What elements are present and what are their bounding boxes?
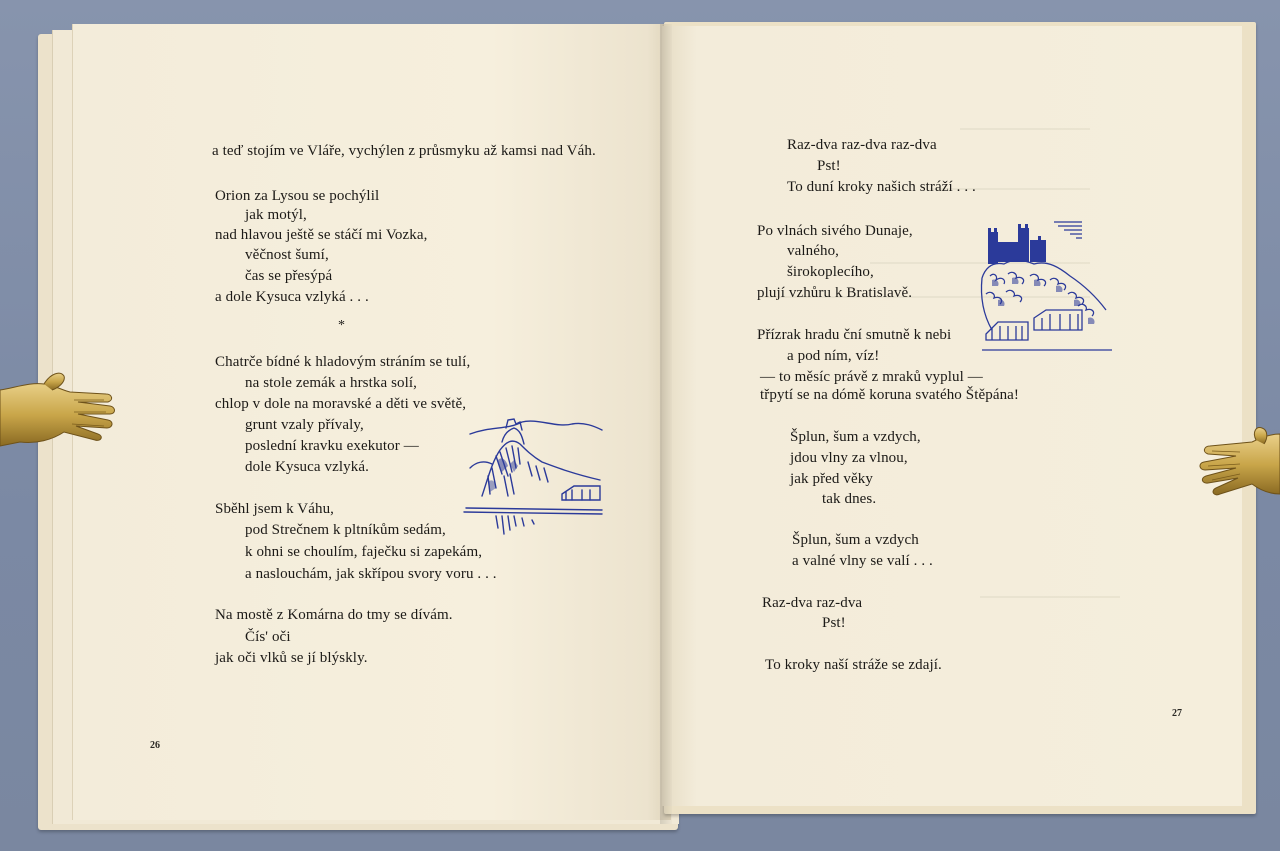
- poem-line: čas se přesýpá: [245, 268, 333, 284]
- poem-line: širokoplecího,: [787, 264, 874, 280]
- page-number-left: 26: [150, 740, 160, 751]
- poem-line: jak před věky: [790, 471, 873, 487]
- brass-hand-left: [0, 370, 118, 454]
- bratislava-castle-illustration: [978, 218, 1114, 356]
- poem-line: a valné vlny se valí . . .: [792, 553, 933, 569]
- poem-line: a dole Kysuca vzlyká . . .: [215, 289, 369, 305]
- right-page: [662, 26, 1242, 806]
- poem-line: To duní kroky našich stráží . . .: [787, 179, 976, 195]
- poem-line: k ohni se choulím, faječku si zapekám,: [245, 544, 483, 560]
- poem-line: dole Kysuca vzlyká.: [245, 459, 369, 475]
- poem-line: jdou vlny za vlnou,: [790, 450, 908, 466]
- poem-line: Pst!: [817, 158, 841, 174]
- poem-line: Čís' oči: [245, 629, 291, 645]
- poem-line: Přízrak hradu ční smutně k nebi: [757, 327, 952, 343]
- poem-line: To kroky naší stráže se zdají.: [765, 657, 942, 673]
- poem-line: Sběhl jsem k Váhu,: [215, 501, 335, 517]
- brass-hand-right: [1196, 424, 1280, 510]
- poem-line: třpytí se na dómě koruna svatého Štěpána!: [760, 387, 1020, 403]
- poem-line: chlop v dole na moravské a děti ve světě,: [215, 396, 467, 412]
- poem-line: a teď stojím ve Vláře, vychýlen z průsmyku až kamsi nad Váh.: [212, 143, 596, 159]
- poem-line: Raz-dva raz-dva: [762, 595, 863, 611]
- poem-line: Šplun, šum a vzdych: [792, 532, 919, 548]
- poem-line: Na mostě z Komárna do tmy se dívám.: [215, 607, 453, 623]
- poem-line: tak dnes.: [822, 491, 877, 507]
- poem-line: Raz-dva raz-dva raz-dva: [787, 137, 937, 153]
- poem-line: valného,: [787, 243, 840, 259]
- poem-line: a pod ním, víz!: [787, 348, 880, 364]
- poem-line: plují vzhůru k Bratislavě.: [757, 285, 913, 301]
- show-through: [960, 128, 1090, 130]
- poem-line: Po vlnách sivého Dunaje,: [757, 223, 913, 239]
- show-through: [980, 596, 1120, 598]
- page-number-right: 27: [1172, 708, 1182, 719]
- section-divider-asterisk: *: [338, 318, 345, 333]
- poem-line: nad hlavou ještě se stáčí mi Vozka,: [215, 227, 428, 243]
- poem-line: Chatrče bídné k hladovým stráním se tulí,: [215, 354, 471, 370]
- poem-line: Šplun, šum a vzdych,: [790, 429, 921, 445]
- poem-line: grunt vzaly přívaly,: [245, 417, 364, 433]
- poem-line: — to měsíc právě z mraků vyplul —: [760, 369, 983, 385]
- poem-line: poslední kravku exekutor —: [245, 438, 419, 454]
- poem-line: pod Strečnem k pltníkům sedám,: [245, 522, 446, 538]
- castle-rock-illustration: [462, 416, 607, 538]
- poem-line: na stole zemák a hrstka solí,: [245, 375, 418, 391]
- poem-line: jak motýl,: [245, 207, 307, 223]
- poem-line: věčnost šumí,: [245, 247, 329, 263]
- poem-line: a naslouchám, jak skřípou svory voru . . .: [245, 566, 497, 582]
- poem-line: Orion za Lysou se pochýlil: [215, 188, 380, 204]
- poem-line: jak oči vlků se jí blýskly.: [215, 650, 368, 666]
- poem-line: Pst!: [822, 615, 846, 631]
- book-gutter: [660, 24, 672, 824]
